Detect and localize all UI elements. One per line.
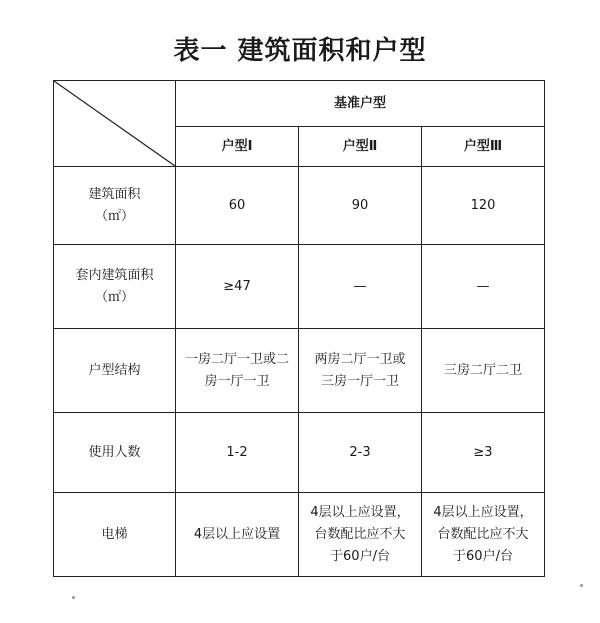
cell-value: 三房二厅二卫 (443, 362, 522, 378)
table-cell (422, 329, 545, 413)
cell-value: — (476, 278, 490, 294)
diagonal-corner-cell (54, 81, 176, 167)
row-header (54, 245, 176, 329)
cell-value: 一房二厅一卫或二 房一厅一卫 (184, 351, 289, 389)
scan-speck (580, 584, 583, 587)
column-header: 户型Ⅱ (299, 127, 422, 167)
row-header (54, 329, 176, 413)
cell-value: 1-2 (226, 444, 248, 460)
cell-value: 90 (351, 197, 369, 213)
row-header (54, 167, 176, 245)
cell-value: ≥3 (473, 444, 493, 460)
table-cell (422, 245, 545, 329)
table-cell (299, 167, 422, 245)
table-cell (176, 167, 299, 245)
table-cell (299, 413, 422, 493)
table-cell (422, 413, 545, 493)
cell-value: 4层以上应设置， 台数配比应不大 于60户/台 (310, 504, 410, 564)
group-header: 基准户型 (176, 81, 545, 127)
cell-value: ≥47 (223, 278, 251, 294)
cell-value: 两房二厅一卫或 三房一厅一卫 (314, 351, 406, 389)
cell-value: 4层以上应设置 (193, 526, 281, 542)
cell-value: 120 (470, 197, 496, 213)
table-cell (299, 329, 422, 413)
cell-value: 4层以上应设置， 台数配比应不大 于60户/台 (433, 504, 533, 564)
table-title: 表一 建筑面积和户型 (173, 36, 427, 66)
table-cell (176, 493, 299, 577)
table-cell (176, 329, 299, 413)
table-row (54, 167, 545, 245)
table-cell (299, 493, 422, 577)
table-cell (422, 493, 545, 577)
cell-value: 60 (228, 197, 246, 213)
row-label: 电梯 (101, 526, 128, 542)
table-row (54, 245, 545, 329)
table-row (54, 413, 545, 493)
row-label: 户型结构 (88, 362, 141, 378)
row-header (54, 413, 176, 493)
table-cell (422, 167, 545, 245)
table-row (54, 329, 545, 413)
column-header: 户型Ⅰ (176, 127, 299, 167)
column-header: 户型Ⅲ (422, 127, 545, 167)
diagonal-line (54, 81, 175, 166)
table-cell (176, 245, 299, 329)
row-header (54, 493, 176, 577)
cell-value: 2-3 (349, 444, 371, 460)
row-label: 套内建筑面积 （㎡） (75, 267, 154, 305)
cell-value: — (353, 278, 367, 294)
row-label: 建筑面积 （㎡） (88, 186, 141, 224)
scan-speck (72, 596, 75, 599)
row-label: 使用人数 (88, 444, 141, 460)
table-row (54, 493, 545, 577)
table-cell (176, 413, 299, 493)
unit-type-table (53, 80, 545, 577)
table-cell (299, 245, 422, 329)
